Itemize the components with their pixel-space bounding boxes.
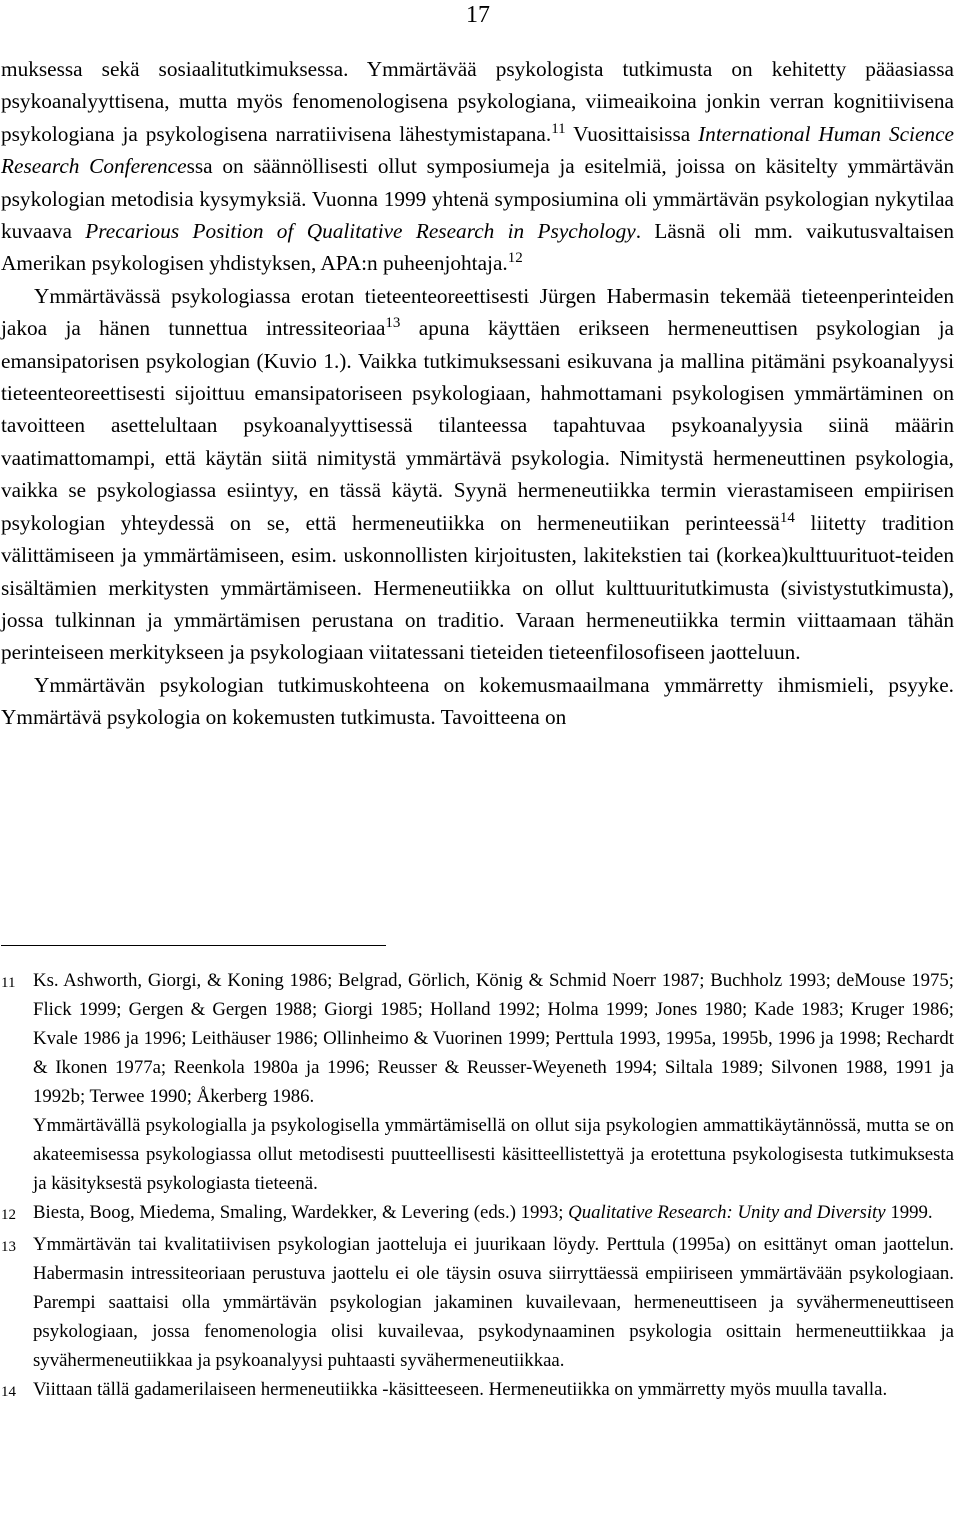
footnote-14 [1,1375,954,1407]
footnote-separator [1,945,386,946]
text-span: 1999. [885,1202,933,1223]
text-span: muksessa sekä sosiaalitutkimuksessa. Ymmärtävää psykologista tutkimusta on kehitetty pääasiassa psykoanalyyttisena, mutta myös fenomenologisena psykologiana, viimeaikoina jonkin verran kognitiivisena psykologiana ja psykologisena narratiivisena lähestymistapana. [1,57,954,146]
text-span: Biesta, Boog, Miedema, Smaling, Wardekker, & Levering (eds.) 1993; [33,1202,569,1223]
footnote-ref-12: 12 [507,250,523,267]
text-span: apuna käyttäen erikseen hermeneuttisen psykologian ja emansipatorisen psykologian (Kuvio 1.). Vaikka tutkimuksessani esikuvana ja mallina pitämäni psykoanalyysi tieteenteoreettisesti sijoittuu emansipatoriseen psykologiaan, hahmottamani psykologisen ymmärtäminen on tavoitteen asettelultaan psykoanalyyttisessä tilanteessa tapahtuvaa psykoanalyysia siinä määrin vaatimattomampi, että käytän siitä nimitystä ymmärtävä psykologia. Nimitystä hermeneuttinen psykologia, vaikka se psykologiassa esiintyy, en tässä käytä. Syynä hermeneutiikka termin vierastamiseen empiirisen psykologian yhteydessä on se, että hermeneutiikka on hermeneutiikan perinteessä [1,316,955,535]
footnote-ref-11: 11 [551,120,566,137]
footnotes [1,966,954,1407]
footnote-12 [1,1198,954,1230]
footnote-ref-13: 13 [385,315,401,332]
body-text [1,53,954,734]
footnote-text: Ks. Ashworth, Giorgi, & Koning 1986; Belgrad, Görlich, König & Schmid Noerr 1987; Buchholz 1993; deMouse 1975; Flick 1999; Gergen & Gergen 1988; Giorgi 1985; Holland 1992; Holma 1999; Jones 1980; Kade 1983; Kruger 1986; Kvale 1986 ja 1996; Leithäuser 1986; Ollinheimo & Vuorinen 1999; Perttula 1993, 1995a, 1995b, 1996 ja 1998; Rechardt & Ikonen 1977a; Reenkola 1980a ja 1996; Reusser & Reusser-Weyeneth 1994; Siltala 1989; Silvonen 1988, 1991 ja 1992b; Terwee 1990; Åkerberg 1986. [33,970,954,1107]
text-span: Ymmärtävässä psykologiassa erotan tieteenteoreettisesti Jürgen Habermasin tekemää tieteenperinteiden jakoa ja hänen tunnettua intressiteoriaa [1,283,954,341]
italic-symposium-title: Precarious Position of Qualitative Research in Psychology [85,219,636,244]
footnote-text: Viittaan tällä gadamerilaiseen hermeneutiikka -käsitteeseen. Hermeneutiikka on ymmärretty myös muulla tavalla. [33,1379,888,1400]
footnote-ref-14: 14 [779,509,795,526]
page-number: 17 [466,2,490,28]
footnote-text: Ymmärtävän tai kvalitatiivisen psykologian jaotteluja ei juurikaan löydy. Perttula (1995a) on esittänyt oman jaottelun. Habermasin intressiteoriaan perustuva jaottelu ei ole täysin osuva siirryttäessä empiiriseen ymmärtävään psykologiaan. Parempi saattaisi olla ymmärtävän psykologian jakaminen kuvailevaan, hermeneuttiseen ja syvähermeneuttiseen psykologiaan, jossa fenomenologia olisi kuvailevaa, psykodynaaminen psykologia osittain hermeneuttiikkaa ja syvähermeneutiikkaa ja psykoanalyysi puhtaasti syvähermeneutiikkaa. [33,1234,954,1371]
footnote-13 [1,1230,954,1375]
footnote-text [33,1198,954,1227]
paragraph-2 [1,280,954,669]
paragraph-1 [1,53,954,280]
text-span: Ymmärtävän psykologian tutkimuskohteena on kokemusmaailmana ymmärretty ihmismieli, psyyke. Ymmärtävä psykologia on kokemusten tutkimusta. Tavoitteena on [1,672,954,730]
footnote-number: 11 [1,975,16,991]
text-span: ssa on säännöllisesti ollut symposiumeja ja esitelmiä, joissa on käsitelty ymmärtävän psykologian metodisia kysymyksiä. Vuonna 1999 yhtenä symposiumina oli ymmärtävän psykologian nykytilaa kuvaava [1,154,954,244]
italic-book-title: Qualitative Research: Unity and Diversity [568,1202,886,1223]
footnote-11 [1,966,954,1111]
text-span: Vuosittaisissa [565,121,699,146]
footnote-number: 13 [1,1239,16,1255]
footnote-number: 12 [1,1207,16,1223]
text-span: liitetty tradition välittämiseen ja ymmärtämiseen, esim. uskonnollisten kirjoitusten, lakitekstien tai (korkea)kulttuurituot-teiden sisältämien merkitysten ymmärtämiseen. Hermeneutiikka on ollut kulttuuritutkimusta (sivistystutkimusta), jossa tulkinnan ja ymmärtämisen perustana on traditio. Varaan hermeneutiikka termin viittaamaan tähän perinteiseen merkitykseen ja psykologiaan viitatessani tieteiden tieteenfilosofiseen jaotteluun. [1,510,954,665]
footnote-number: 14 [1,1384,16,1400]
italic-conference-name: International Human Science Research Conference [1,121,954,179]
paragraph-3 [1,669,954,734]
text-span: . Läsnä oli mm. vaikutusvaltaisen Amerikan psykologisen yhdistyksen, APA:n puheenjohtaja. [1,219,955,276]
footnote-11-continuation: Ymmärtävällä psykologialla ja psykologisella ymmärtämisellä on ollut sija psykologien ammattikäytännössä, mutta se on akateemisessa psykologiassa ollut metodisesti puutteellisesti käsitteellistettyä ja erotettuna psykologisesta tutkimuksesta ja käsityksestä psykologiasta tieteenä. [33,1115,954,1194]
